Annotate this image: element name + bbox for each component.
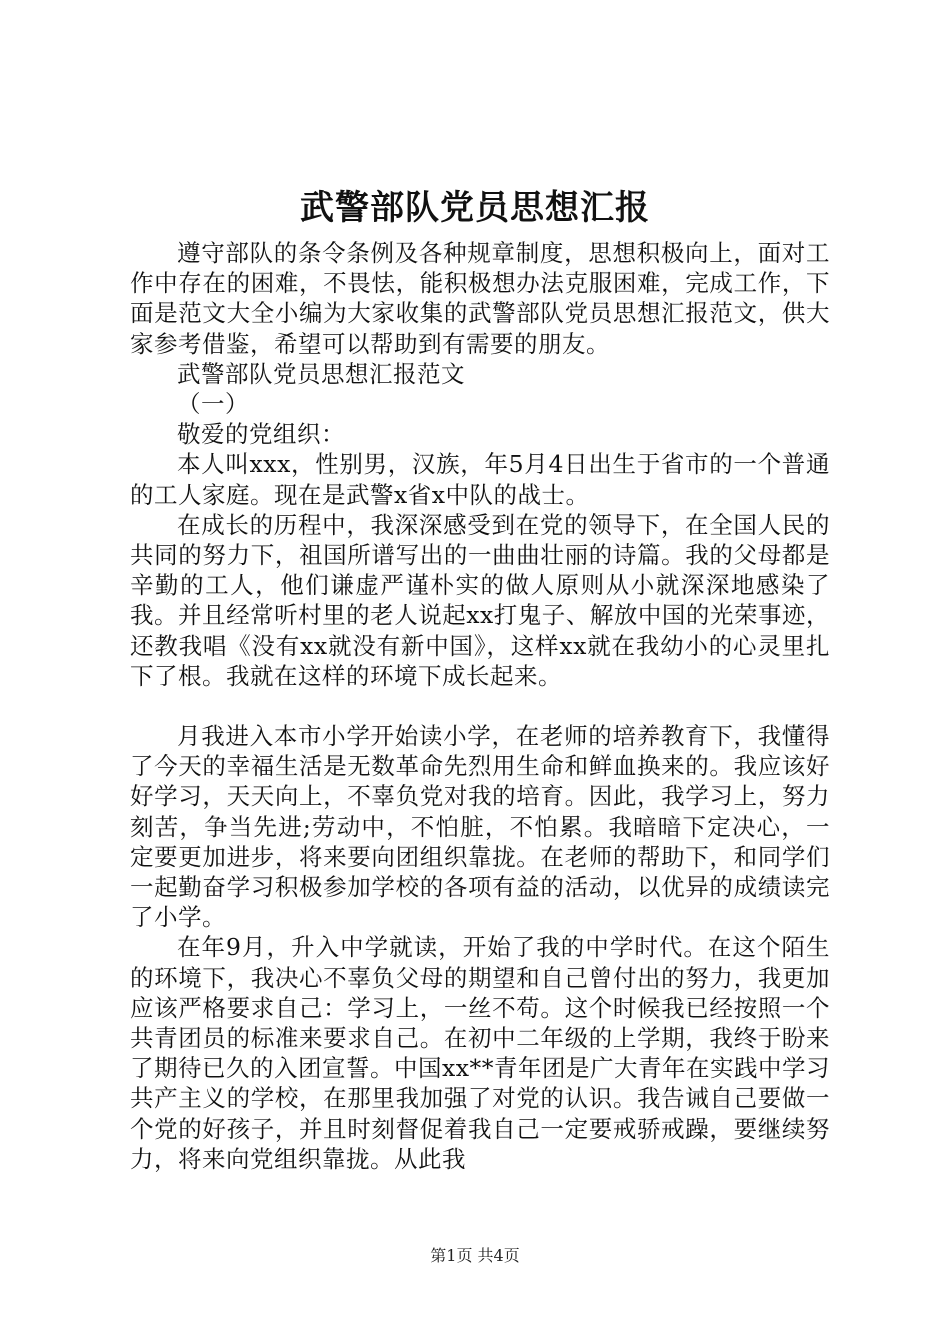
body-paragraph: 本人叫xxx，性别男，汉族，年5月4日出生于省市的一个普通的工人家庭。现在是武警x省x中队的战士。	[130, 450, 830, 509]
page-footer: 第1页 共4页	[430, 1246, 520, 1265]
body-paragraph: 月我进入本市小学开始读小学，在老师的培养教育下，我懂得了今天的幸福生活是无数革命先烈用生命和鲜血换来的。我应该好好学习，天天向上，不辜负党对我的培育。因此，我学习上，努力刻苦，争当先进;劳动中，不怕脏，不怕累。我暗暗下定决心，一定要更加进步，将来要向团组织靠拢。在老师的帮助下，和同学们一起勤奋学习积极参加学校的各项有益的活动，以优异的成绩读完了小学。	[130, 722, 830, 932]
document-title: 武警部队党员思想汇报	[300, 188, 650, 228]
document-body	[130, 238, 830, 1174]
section-heading: 武警部队党员思想汇报范文	[177, 359, 465, 388]
salutation: 敬爱的党组织：	[177, 420, 345, 449]
body-paragraph: 在成长的历程中，我深深感受到在党的领导下，在全国人民的共同的努力下，祖国所谱写出的一曲曲壮丽的诗篇。我的父母都是辛勤的工人，他们谦虚严谨朴实的做人原则从小就深深地感染了我。并且经常听村里的老人说起xx打鬼子、解放中国的光荣事迹，还教我唱《没有xx就没有新中国》，这样xx就在我幼小的心灵里扎下了根。我就在这样的环境下成长起来。	[130, 510, 830, 690]
section-number: （一）	[177, 390, 249, 419]
body-paragraph: 在年9月，升入中学就读，开始了我的中学时代。在这个陌生的环境下，我决心不辜负父母的期望和自己曾付出的努力，我更加应该严格要求自己：学习上，一丝不苟。这个时候我已经按照一个共青团员的标准来要求自己。在初中二年级的上学期，我终于盼来了期待已久的入团宣誓。中国xx**青年团是广大青年在实践中学习共产主义的学校，在那里我加强了对党的认识。我告诫自己要做一个党的好孩子，并且时刻督促着我自己一定要戒骄戒躁，要继续努力，将来向党组织靠拢。从此我	[130, 933, 831, 1173]
intro-paragraph: 遵守部队的条令条例及各种规章制度，思想积极向上，面对工作中存在的困难，不畏怯，能积极想办法克服困难，完成工作，下面是范文大全小编为大家收集的武警部队党员思想汇报范文，供大家参考借鉴，希望可以帮助到有需要的朋友。	[130, 239, 830, 358]
